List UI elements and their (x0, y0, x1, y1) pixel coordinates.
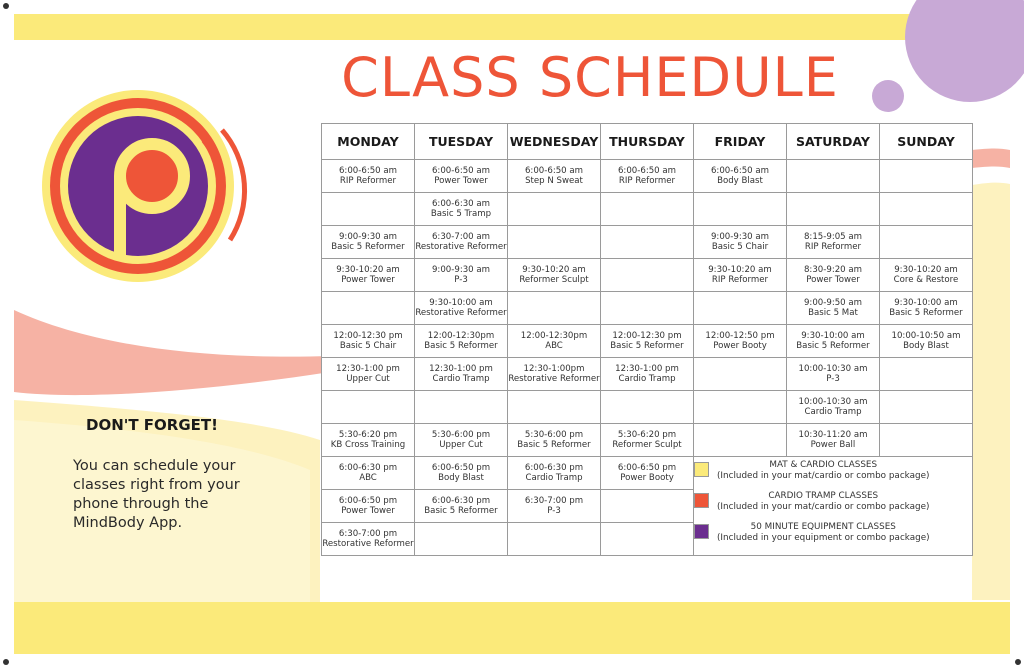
studio-logo-icon (34, 90, 248, 282)
empty-cell (415, 391, 508, 424)
class-time: 6:00-6:50 pm (431, 462, 491, 473)
class-cell (415, 490, 508, 523)
legend-note: (Included in your equipment or combo package) (717, 532, 930, 543)
class-time: 12:00-12:30pm (520, 330, 588, 341)
class-time: 6:00-6:50 pm (338, 495, 398, 506)
class-cell (601, 325, 694, 358)
schedule-row (322, 424, 973, 457)
empty-cell (601, 523, 694, 556)
day-header-row (322, 124, 973, 160)
empty-cell (508, 391, 601, 424)
class-name: Basic 5 Reformer (610, 341, 684, 351)
class-time: 9:30-10:20 am (336, 264, 400, 275)
day-header-monday: MONDAY (322, 124, 415, 160)
class-cell (787, 259, 880, 292)
class-time: 6:00-6:50 am (710, 165, 770, 176)
empty-cell (508, 226, 601, 259)
class-time: 9:30-10:20 am (708, 264, 772, 275)
class-time: 5:30-6:00 pm (524, 429, 584, 440)
empty-cell (694, 391, 787, 424)
class-name: Basic 5 Chair (711, 242, 769, 252)
class-name: Power Ball (810, 440, 856, 450)
empty-cell (601, 259, 694, 292)
empty-cell (880, 193, 973, 226)
class-time: 12:30-1:00 pm (336, 363, 400, 374)
class-name: Cardio Tramp (618, 374, 676, 384)
class-time: 9:30-10:00 am (801, 330, 865, 341)
class-time: 6:00-6:30 pm (431, 495, 491, 506)
empty-cell (322, 193, 415, 226)
class-name: Power Booty (713, 341, 767, 351)
empty-cell (508, 193, 601, 226)
class-time: 12:30-1:00 pm (615, 363, 679, 374)
empty-cell (322, 391, 415, 424)
class-cell (787, 391, 880, 424)
empty-cell (880, 160, 973, 193)
class-name: Restorative Reformer (508, 374, 600, 384)
day-header-sunday: SUNDAY (880, 124, 973, 160)
class-cell (508, 325, 601, 358)
class-time: 8:30-9:20 am (803, 264, 863, 275)
legend-text (717, 522, 930, 544)
class-name: Reformer Sculpt (519, 275, 589, 285)
legend-note: (Included in your mat/cardio or combo package) (717, 470, 930, 481)
class-cell (322, 424, 415, 457)
class-name: Power Tower (341, 275, 395, 285)
legend-item-equip (694, 522, 972, 544)
schedule-row (322, 358, 973, 391)
class-time: 10:00-10:30 am (798, 396, 868, 407)
class-name: Cardio Tramp (525, 473, 583, 483)
class-cell (787, 325, 880, 358)
class-cell (415, 424, 508, 457)
class-name: Basic 5 Reformer (424, 506, 498, 516)
empty-cell (601, 226, 694, 259)
class-cell (694, 259, 787, 292)
day-header-saturday: SATURDAY (787, 124, 880, 160)
class-name: Basic 5 Reformer (796, 341, 870, 351)
class-name: ABC (545, 341, 563, 351)
legend-swatch-icon (694, 524, 709, 539)
class-name: P-3 (547, 506, 561, 516)
class-time: 6:00-6:50 am (617, 165, 677, 176)
class-cell (322, 523, 415, 556)
class-name: Body Blast (438, 473, 484, 483)
class-time: 5:30-6:00 pm (431, 429, 491, 440)
legend-item-mat (694, 460, 972, 482)
class-name: RIP Reformer (339, 176, 397, 186)
class-cell (322, 457, 415, 490)
class-time: 6:00-6:50 am (524, 165, 584, 176)
class-time: 12:00-12:30pm (427, 330, 495, 341)
class-cell (322, 325, 415, 358)
day-header-wednesday: WEDNESDAY (508, 124, 601, 160)
class-time: 10:30-11:20 am (798, 429, 868, 440)
class-name: RIP Reformer (804, 242, 862, 252)
class-time: 12:00-12:50 pm (705, 330, 775, 341)
schedule-row (322, 259, 973, 292)
class-cell (508, 259, 601, 292)
class-cell (601, 358, 694, 391)
empty-cell (322, 292, 415, 325)
legend-label: MAT & CARDIO CLASSES (769, 459, 878, 470)
class-cell (787, 424, 880, 457)
class-time: 10:00-10:50 am (891, 330, 961, 341)
class-name: P-3 (454, 275, 468, 285)
class-cell (415, 160, 508, 193)
empty-cell (787, 193, 880, 226)
class-time: 6:30-7:00 am (431, 231, 491, 242)
empty-cell (880, 358, 973, 391)
class-cell (322, 160, 415, 193)
class-cell (415, 325, 508, 358)
empty-cell (601, 193, 694, 226)
legend-text (717, 491, 929, 513)
class-time: 9:30-10:20 am (894, 264, 958, 275)
class-name: Cardio Tramp (432, 374, 490, 384)
class-cell (787, 226, 880, 259)
class-time: 5:30-6:20 pm (617, 429, 677, 440)
class-time: 12:00-12:30 pm (333, 330, 403, 341)
empty-cell (694, 358, 787, 391)
legend-label: CARDIO TRAMP CLASSES (768, 490, 879, 501)
class-name: Power Booty (620, 473, 674, 483)
legend-note: (Included in your mat/cardio or combo package) (717, 501, 930, 512)
schedule-row (322, 193, 973, 226)
schedule-row (322, 160, 973, 193)
class-name: Restorative Reformer (415, 308, 507, 318)
empty-cell (508, 523, 601, 556)
class-name: Basic 5 Reformer (889, 308, 963, 318)
class-cell (415, 292, 508, 325)
schedule-row (322, 391, 973, 424)
day-header-tuesday: TUESDAY (415, 124, 508, 160)
class-name: Body Blast (717, 176, 763, 186)
schedule-row (322, 226, 973, 259)
class-time: 12:30-1:00pm (523, 363, 585, 374)
class-cell (787, 358, 880, 391)
class-time: 6:00-6:50 am (431, 165, 491, 176)
class-name: Power Tower (434, 176, 488, 186)
class-cell (601, 424, 694, 457)
class-time: 9:00-9:30 am (710, 231, 770, 242)
legend-swatch-icon (694, 462, 709, 477)
legend-text (717, 460, 929, 482)
class-cell (322, 259, 415, 292)
class-time: 9:30-10:00 am (894, 297, 958, 308)
class-name: Body Blast (903, 341, 949, 351)
schedule-table (321, 123, 973, 556)
legend (694, 457, 973, 556)
class-cell (508, 358, 601, 391)
schedule-row (322, 457, 973, 490)
class-cell (508, 160, 601, 193)
class-time: 5:30-6:20 pm (338, 429, 398, 440)
class-cell (694, 160, 787, 193)
day-header-thursday: THURSDAY (601, 124, 694, 160)
class-name: Basic 5 Reformer (331, 242, 405, 252)
class-time: 9:00-9:50 am (803, 297, 863, 308)
schedule-row (322, 325, 973, 358)
class-cell (322, 490, 415, 523)
class-cell (508, 457, 601, 490)
class-cell (508, 424, 601, 457)
class-time: 6:00-6:30 pm (338, 462, 398, 473)
class-name: Upper Cut (346, 374, 390, 384)
class-name: Restorative Reformer (415, 242, 507, 252)
class-cell (601, 160, 694, 193)
class-name: Upper Cut (439, 440, 483, 450)
legend-item-tramp (694, 491, 972, 513)
class-time: 6:00-6:30 am (431, 198, 491, 209)
class-cell (880, 259, 973, 292)
class-name: Power Tower (341, 506, 395, 516)
class-time: 6:00-6:30 pm (524, 462, 584, 473)
class-name: Step N Sweat (525, 176, 583, 186)
class-name: Basic 5 Tramp (430, 209, 492, 219)
class-name: RIP Reformer (618, 176, 676, 186)
page-title: CLASS SCHEDULE (341, 46, 839, 109)
class-name: Reformer Sculpt (612, 440, 682, 450)
empty-cell (880, 391, 973, 424)
empty-cell (415, 523, 508, 556)
class-name: P-3 (826, 374, 840, 384)
schedule-row (322, 292, 973, 325)
class-cell (322, 226, 415, 259)
class-time: 9:30-10:20 am (522, 264, 586, 275)
class-cell (322, 358, 415, 391)
reminder-text: You can schedule your classes right from your phone through the MindBody App. (73, 458, 240, 531)
class-cell (508, 490, 601, 523)
empty-cell (880, 424, 973, 457)
class-name: KB Cross Training (330, 440, 406, 450)
class-time: 8:15-9:05 am (803, 231, 863, 242)
class-cell (415, 226, 508, 259)
class-cell (880, 292, 973, 325)
class-cell (601, 457, 694, 490)
class-time: 6:00-6:50 am (338, 165, 398, 176)
legend-label: 50 MINUTE EQUIPMENT CLASSES (750, 521, 896, 532)
empty-cell (787, 160, 880, 193)
class-cell (415, 193, 508, 226)
class-name: Core & Restore (893, 275, 959, 285)
class-cell (694, 325, 787, 358)
class-name: Basic 5 Mat (808, 308, 858, 318)
class-name: RIP Reformer (711, 275, 769, 285)
class-name: Power Tower (806, 275, 860, 285)
class-cell (415, 358, 508, 391)
class-time: 10:00-10:30 am (798, 363, 868, 374)
class-time: 12:30-1:00 pm (429, 363, 493, 374)
class-name: Restorative Reformer (322, 539, 414, 549)
class-name: ABC (359, 473, 377, 483)
empty-cell (601, 391, 694, 424)
empty-cell (694, 424, 787, 457)
class-time: 9:30-10:00 am (429, 297, 493, 308)
class-time: 6:30-7:00 pm (338, 528, 398, 539)
class-cell (415, 259, 508, 292)
reminder-heading: DON'T FORGET! (86, 416, 218, 434)
legend-swatch-icon (694, 493, 709, 508)
class-cell (694, 226, 787, 259)
class-name: Basic 5 Chair (339, 341, 397, 351)
empty-cell (694, 292, 787, 325)
empty-cell (601, 490, 694, 523)
empty-cell (880, 226, 973, 259)
day-header-friday: FRIDAY (694, 124, 787, 160)
class-time: 9:00-9:30 am (431, 264, 491, 275)
empty-cell (508, 292, 601, 325)
class-name: Basic 5 Reformer (517, 440, 591, 450)
class-cell (880, 325, 973, 358)
class-name: Cardio Tramp (804, 407, 862, 417)
class-time: 6:00-6:50 pm (617, 462, 677, 473)
class-time: 12:00-12:30 pm (612, 330, 682, 341)
class-name: Basic 5 Reformer (424, 341, 498, 351)
empty-cell (601, 292, 694, 325)
empty-cell (694, 193, 787, 226)
class-cell (787, 292, 880, 325)
class-time: 9:00-9:30 am (338, 231, 398, 242)
class-time: 6:30-7:00 pm (524, 495, 584, 506)
class-cell (415, 457, 508, 490)
